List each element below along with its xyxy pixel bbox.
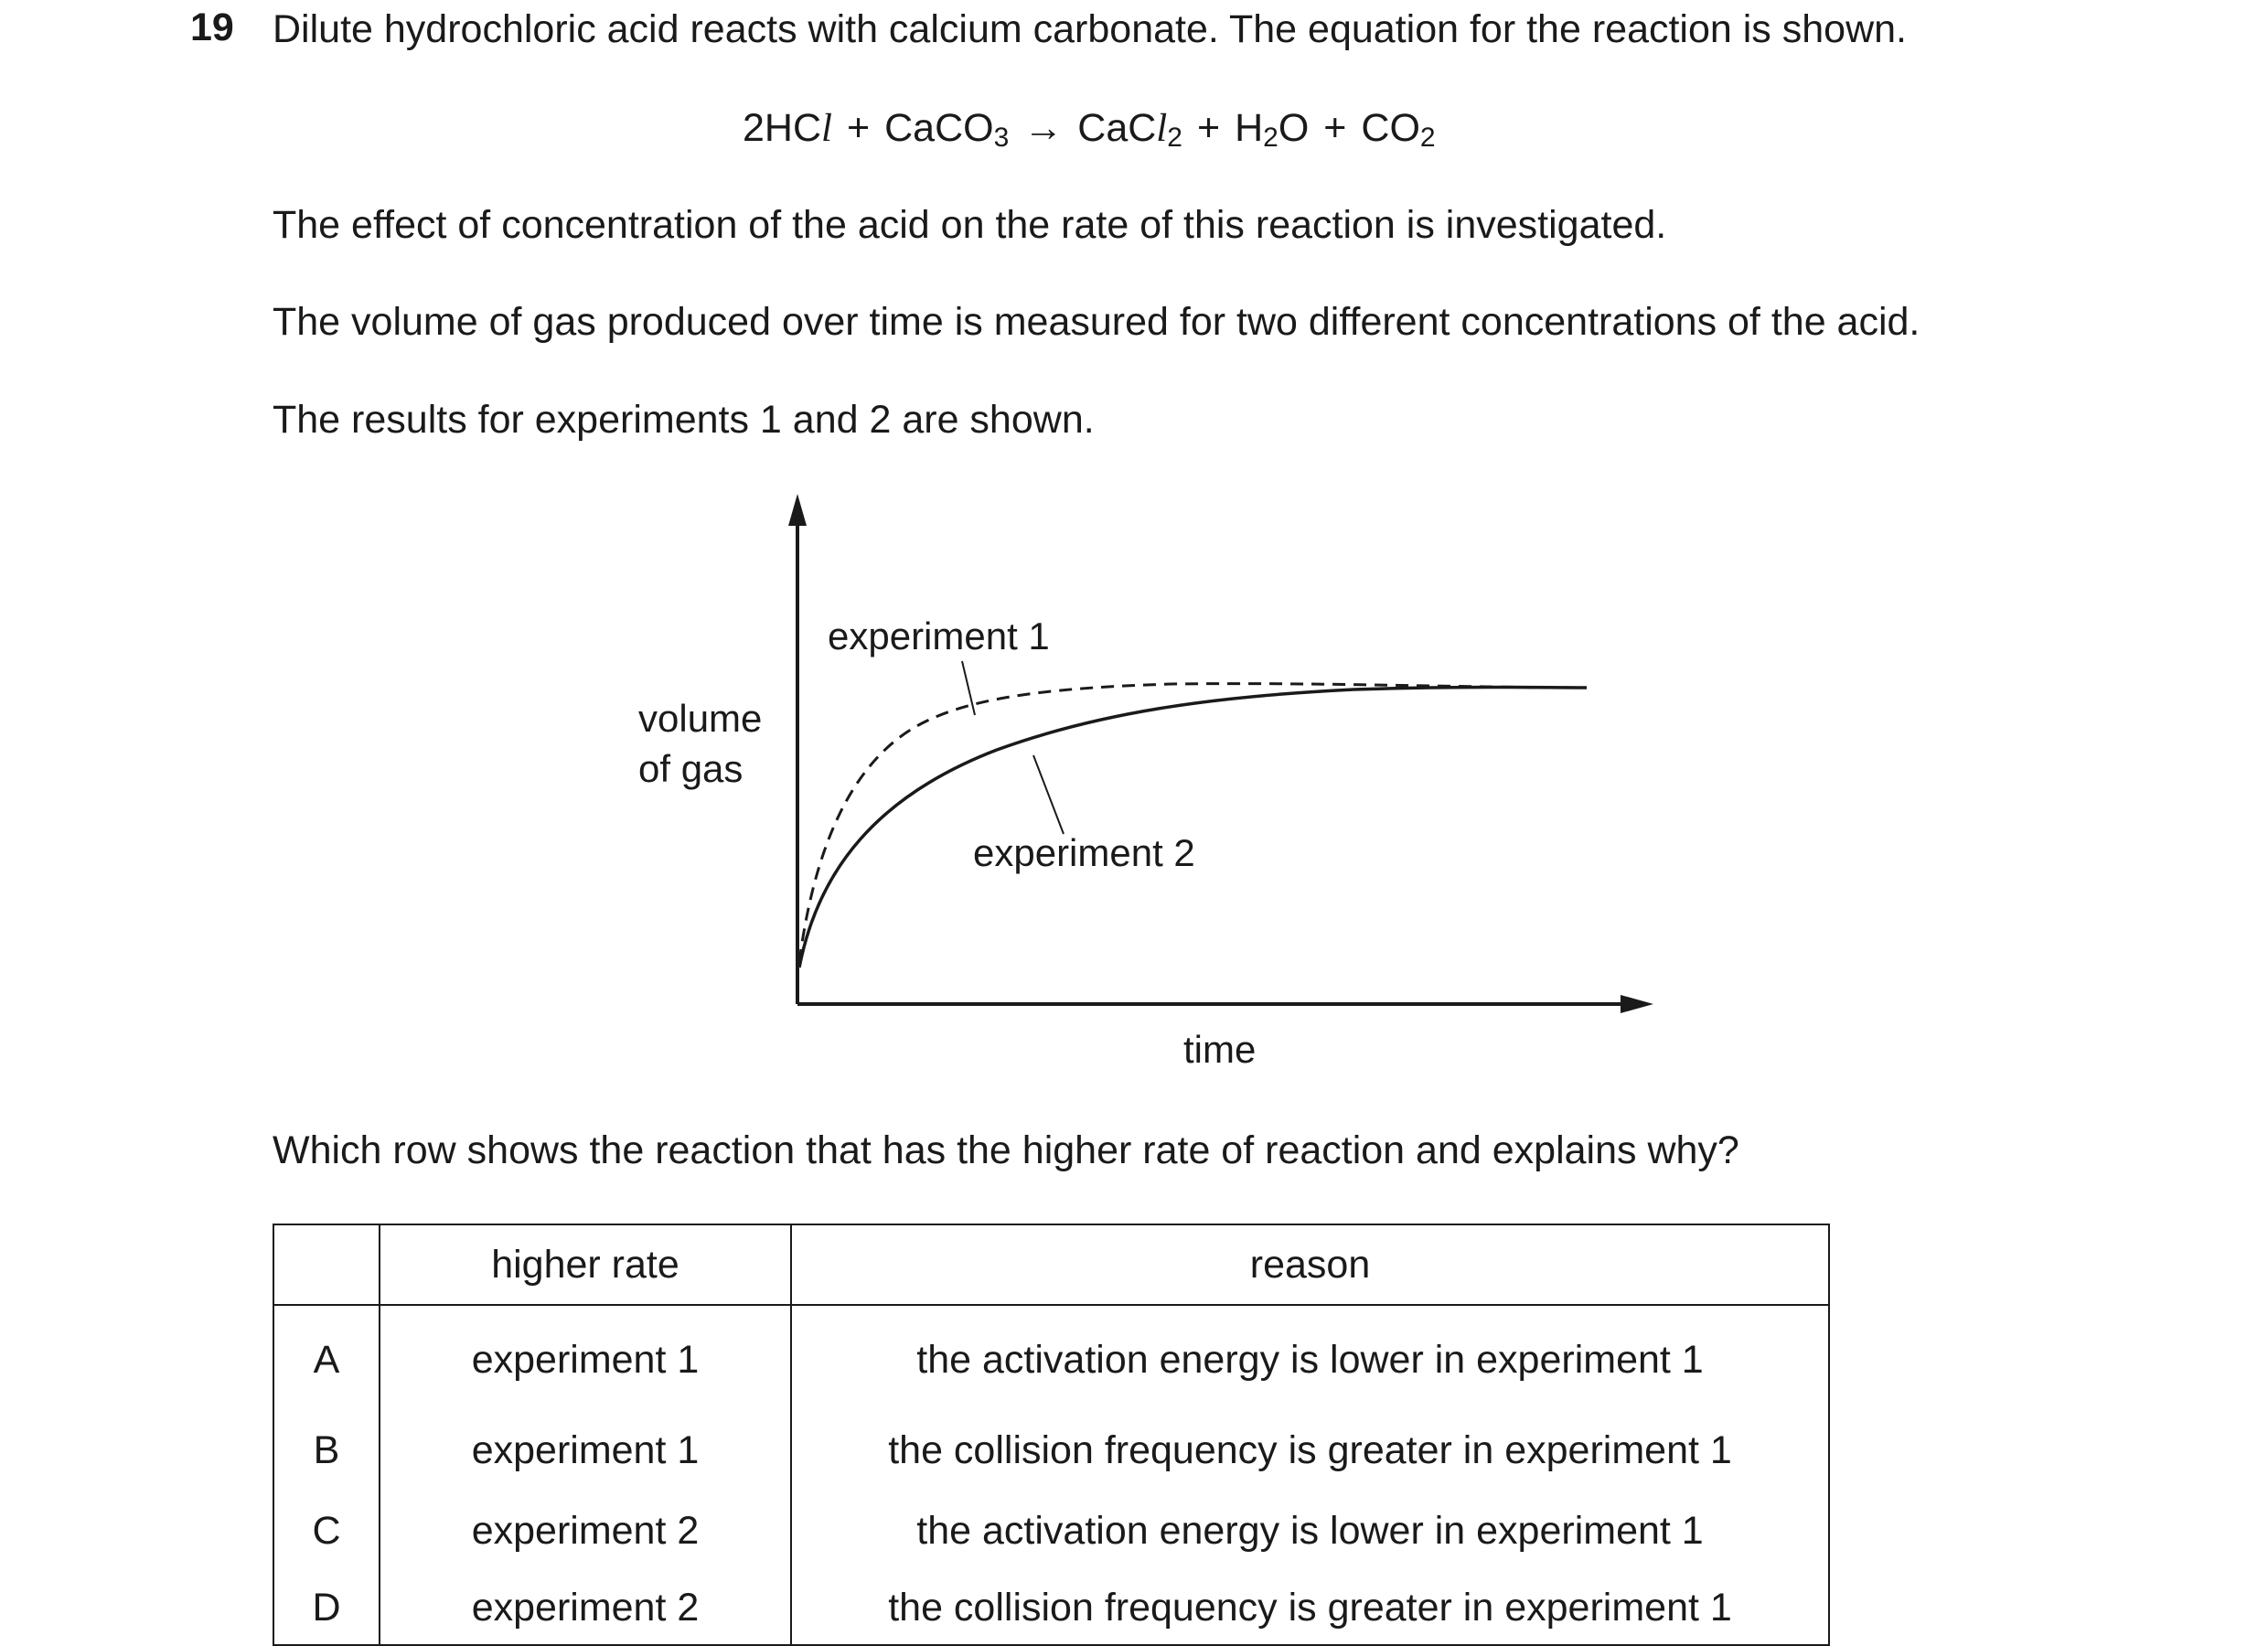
table-header-row	[273, 1224, 1829, 1305]
plus-sign: +	[1196, 106, 1221, 150]
table-row[interactable]	[273, 1410, 1829, 1491]
option-letter: C	[273, 1491, 380, 1571]
options-table	[273, 1224, 1830, 1646]
experiment-1-curve	[799, 684, 1587, 962]
reaction-arrow: →	[1023, 106, 1064, 150]
option-reason: the activation energy is lower in experiment 1	[791, 1305, 1829, 1410]
table-row[interactable]	[273, 1305, 1829, 1410]
product-1: CaCl$_2$	[1077, 106, 1182, 153]
y-axis-label: volume of gas	[638, 697, 763, 790]
table-row[interactable]	[273, 1491, 1829, 1571]
header-higher-rate: higher rate	[380, 1224, 791, 1305]
question-intro: Dilute hydrochloric acid reacts with calcium carbonate. The equation for the reaction is shown.	[273, 7, 1907, 51]
plus-sign: +	[1323, 106, 1347, 150]
experiment-2-leader	[1033, 755, 1064, 834]
question-line-3: The volume of gas produced over time is measured for two different concentrations of the acid.	[273, 300, 1920, 344]
experiment-2-label: experiment 2	[973, 831, 1195, 874]
question-prompt: Which row shows the reaction that has the higher rate of reaction and explains why?	[273, 1128, 1739, 1172]
question-line-2: The effect of concentration of the acid on the rate of this reaction is investigated.	[273, 203, 1667, 247]
table-row[interactable]	[273, 1571, 1829, 1645]
option-reason: the collision frequency is greater in experiment 1	[791, 1410, 1829, 1491]
x-axis-label: time	[1183, 1028, 1257, 1071]
option-reason: the activation energy is lower in experiment 1	[791, 1491, 1829, 1571]
experiment-1-label: experiment 1	[828, 615, 1050, 657]
y-axis-arrow-icon	[788, 494, 807, 526]
x-axis-arrow-icon	[1621, 995, 1653, 1013]
product-3: $CO_2$	[1361, 106, 1436, 153]
reactant-1: 2HCl	[743, 106, 832, 150]
option-letter: A	[273, 1305, 380, 1410]
option-reason: the collision frequency is greater in experiment 1	[791, 1571, 1829, 1645]
question-line-4: The results for experiments 1 and 2 are shown.	[273, 398, 1095, 442]
option-rate: experiment 1	[380, 1305, 791, 1410]
plus-sign: +	[846, 106, 871, 150]
option-letter: B	[273, 1410, 380, 1491]
option-rate: experiment 2	[380, 1491, 791, 1571]
reactant-2: CaCO$_3$	[884, 106, 1010, 153]
option-rate: experiment 2	[380, 1571, 791, 1645]
option-rate: experiment 1	[380, 1410, 791, 1491]
question-number: 19	[190, 5, 234, 49]
option-letter: D	[273, 1571, 380, 1645]
header-reason: reason	[791, 1224, 1829, 1305]
header-letter	[273, 1224, 380, 1305]
product-2: $H_2O$	[1235, 106, 1310, 153]
